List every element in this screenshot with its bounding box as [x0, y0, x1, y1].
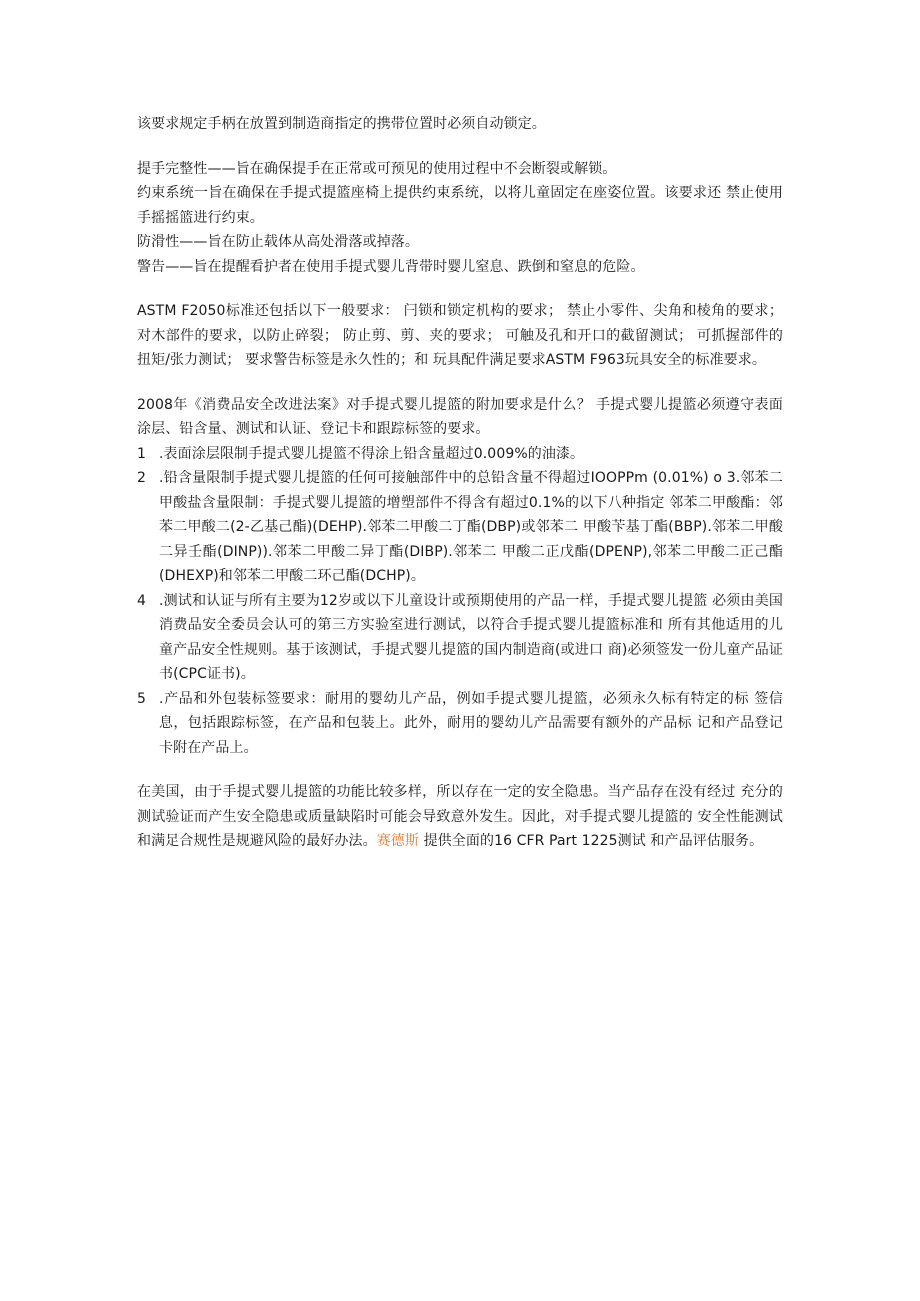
- list-item-number: 1: [137, 445, 147, 462]
- paragraph-handle-integrity: 提手完整性——旨在确保提手在正常或可预见的使用过程中不会断裂或解锁。: [137, 160, 617, 177]
- paragraph-handle-lock: 该要求规定手柄在放置到制造商指定的携带位置时必须自动锁定。: [137, 116, 546, 132]
- paragraph-conclusion: [137, 780, 783, 854]
- paragraph-astm-requirements: ASTM F2050标准还包括以下一般要求： 闩锁和锁定机构的要求； 禁止小零件、尖角和棱角的要求； 对木部件的要求，以防止碎裂； 防止剪、剪、夹的要求； 可触及孔和开口的截留测试； 可抓握部件的扭矩/张力测试； 要求警告标签是永久性的；和 玩具配件满足要求ASTM F963玩具安全的标准要求。: [137, 303, 783, 368]
- list-item: [137, 442, 783, 467]
- paragraph-slip-resistance: 防滑性——旨在防止载体从高处滑落或掉落。: [137, 234, 419, 250]
- list-item-text: .产品和外包装标签要求：耐用的婴幼儿产品，例如手提式婴儿提篮，必须永久标有特定的标 签信息，包括跟踪标签，在产品和包装上。此外，耐用的婴幼儿产品需要有额外的产品标 记和产品登记卡附在产品上。: [159, 690, 783, 756]
- list-item-text: .铅含量限制手提式婴儿提篮的任何可接触部件中的总铅含量不得超过IOOPPm (0.01%) o 3.邻苯二甲酸盐含量限制：手提式婴儿提篮的增塑部件不得含有超过0.1%的以下八种指定 邻苯二甲酸酯：邻苯二甲酸二(2-乙基己酯)(DEHP).邻苯二甲酸二丁酯(DBP)或邻苯二 甲酸苄基丁酯(BBP).邻苯二甲酸二异壬酯(DINP)).邻苯二甲酸二异丁酯(DIBP).邻苯二 甲酸二正戊酯(DPENP),邻苯二甲酸二正己酯(DHEXP)和邻苯二甲酸二环己酯(DCHP)。: [159, 470, 783, 584]
- paragraph-restraint-system: 约束系统一旨在确保在手提式提篮座椅上提供约束系统，以将儿童固定在座姿位置。该要求还 禁止使用手摇摇篮进行约束。: [137, 185, 783, 226]
- list-item: [137, 687, 783, 761]
- paragraph-warning: 警告——旨在提醒看护者在使用手提式婴儿背带时婴儿窒息、跌倒和窒息的危险。: [137, 258, 645, 275]
- paragraph-cpsia-2008: 2008年《消费品安全改进法案》对手提式婴儿提篮的附加要求是什么？ 手提式婴儿提篮必须遵守表面涂层、铅含量、测试和认证、登记卡和跟踪标签的要求。: [137, 396, 783, 437]
- brand-name: 赛德斯: [376, 833, 420, 849]
- document-body: [137, 112, 783, 854]
- list-item-number: 2: [137, 470, 147, 486]
- list-item-text: .表面涂层限制手提式婴儿提篮不得涂上铅含量超过0.009%的油漆。: [159, 445, 585, 462]
- conclusion-service-text: 提供全面的16 CFR Part 1225测试 和产品评估服务。: [419, 833, 764, 849]
- list-item-text: .测试和认证与所有主要为12岁或以下儿童设计或预期使用的产品一样，手提式婴儿提篮 必须由美国消费品安全委员会认可的第三方实验室进行测试，以符合手提式婴儿提篮标准和 所有其他适用的儿童产品安全性规则。基于该测试，手提式婴儿提篮的国内制造商(或进口 商)必须签发一份儿童产品证书(CPC证书)。: [159, 592, 783, 682]
- conclusion-text: 在美国，由于手提式婴儿提篮的功能比较多样，所以存在一定的安全隐患。当产品存在没有经过 充分的测试验证而产生安全隐患或质量缺陷时可能会导致意外发生。因此，对手提式婴儿提篮的 安全性能测试和满足合规性是规避风险的最好办法。: [137, 784, 783, 849]
- list-item: [137, 589, 783, 687]
- list-item-number: 4: [137, 592, 147, 609]
- list-item: [137, 466, 783, 589]
- list-item-number: 5: [137, 690, 147, 707]
